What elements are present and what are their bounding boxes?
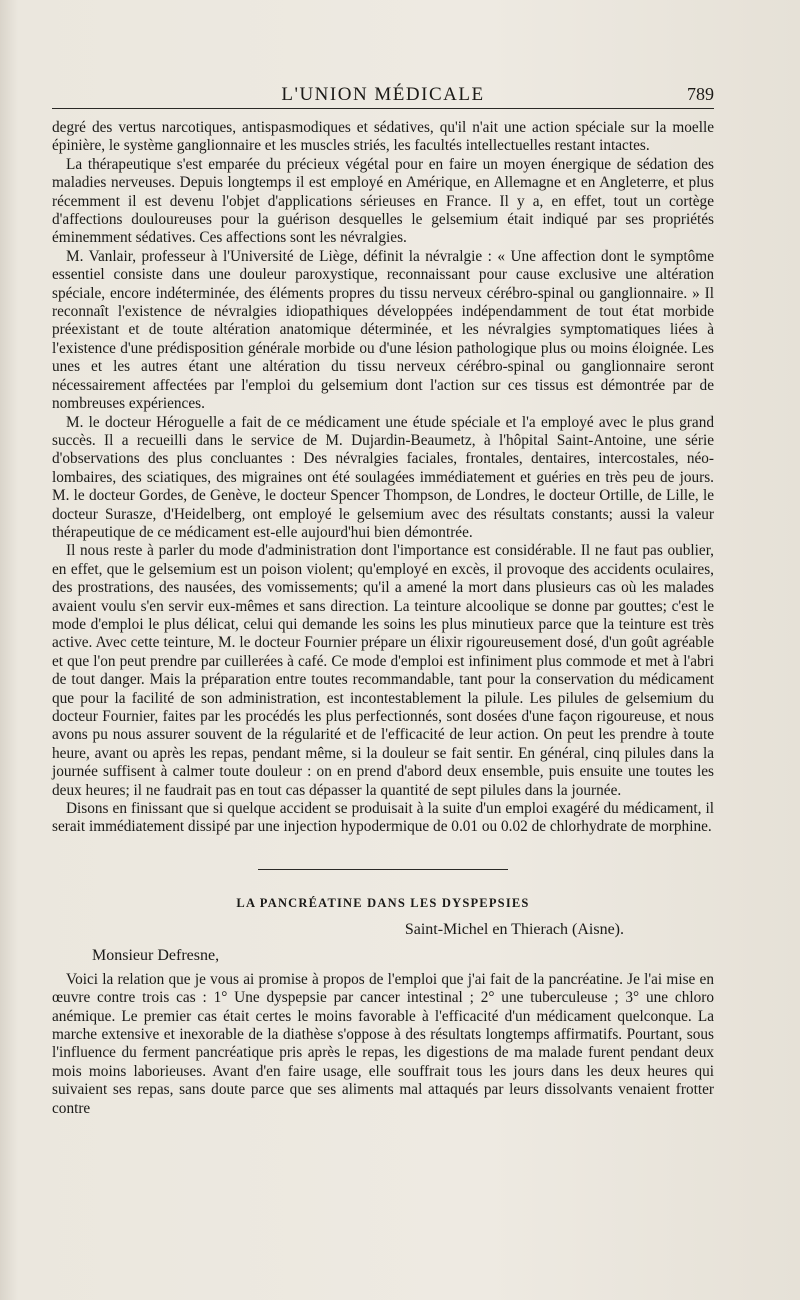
article-gelsemium xyxy=(52,119,714,837)
article-pancreatine xyxy=(52,971,714,1118)
section-divider xyxy=(258,869,508,870)
paragraph: La thérapeutique s'est emparée du précieux végétal pour en faire un moyen énergique de sédation des maladies nerveuses. Depuis longtemps il est employé en Amérique, en Allemagne et en Angleterre, et plus récemment il est devenu l'objet d'applications sérieuses en France. Il y a, en effet, tout un cortège d'affections douloureuses pour la guérison desquelles le gelsemium était indiqué par ses propriétés éminemment sédatives. Ces affections sont les névralgies. xyxy=(52,155,714,247)
paragraph: Voici la relation que je vous ai promise à propos de l'emploi que j'ai fait de la pancréatine. Je l'ai mise en œuvre contre trois cas : 1° Une dyspepsie par cancer intestinal ; 2° une tuberculeuse ; 3° une chloro anémique. Le premier cas était certes le moins favorable à l'efficacité d'un médicament quelconque. La marche extensive et inexorable de la diathèse s'oppose à des résultats longtemps affirmatifs. Pourtant, sous l'influence du ferment pancréatique pris après le repas, les digestions de ma malade furent pendant deux mois moins laborieuses. Avant d'en faire usage, elle souffrait tous les jours dans les deux heures qui suivaient ses repas, sans doute parce que ses aliments mal attaqués par leurs dissolvants venaient frotter contre xyxy=(52,970,714,1117)
paragraph: M. Vanlair, professeur à l'Université de Liège, définit la névralgie : « Une affection dont le symptôme essentiel consiste dans une douleur paroxystique, reconnaissant pour cause exclusive une altération spéciale, encore indéterminée, des éléments propres du tissu nerveux cérébro-spinal ou ganglionnaire. » Il reconnaît l'existence de névralgies idiopathiques développées indépendamment de tout état morbide préexistant et de toute altération anatomique déterminée, et les névralgies symptomatiques liées à l'existence d'une prédisposition générale morbide ou d'une lésion pathologique plus ou moins éloignée. Les unes et les autres étant une altération du tissu nerveux cérébro-spinal ou ganglionnaire seront nécessairement affectées par l'emploi du gelsemium dont l'action sur ces tissus est démontrée par de nombreuses expériences. xyxy=(52,247,714,413)
letter-salutation: Monsieur Defresne, xyxy=(92,946,220,964)
section-title: LA PANCRÉATINE DANS LES DYSPEPSIES xyxy=(236,895,530,910)
paragraph: M. le docteur Héroguelle a fait de ce médicament une étude spéciale et l'a employé avec le plus grand succès. Il a recueilli dans le service de M. Dujardin-Beaumetz, à l'hôpital Saint-Antoine, une série d'observations des plus concluantes : Des névralgies faciales, frontales, dentaires, intercostales, néo-lombaires, des sciatiques, des migraines ont été soulagées immédiatement et guéries en très peu de jours. M. le docteur Gordes, de Genève, le docteur Spencer Thompson, de Londres, le docteur Ortille, de Lille, le docteur Surasze, d'Heidelberg, ont employé le gelsemium avec des résultats constants; aussi la valeur thérapeutique de ce médicament est-elle aujourd'hui bien démontrée. xyxy=(52,413,714,541)
journal-title: L'UNION MÉDICALE xyxy=(281,84,485,105)
letter-place: Saint-Michel en Thierach (Aisne). xyxy=(404,920,624,938)
paragraph: Il nous reste à parler du mode d'administration dont l'importance est considérable. Il ne faut pas oublier, en effet, que le gelsemium est un poison violent; qu'employé en excès, il provoque des accidents oculaires, des prostrations, des nausées, des vomissements; qu'il a amené la mort dans plusieurs cas où les malades avaient voulu s'en servir eux-mêmes et sans direction. La teinture alcoolique se donne par gouttes; c'est le mode d'emploi le plus délicat, celui qui demande les soins les plus minutieux parce que la teinture est très active. Avec cette teinture, M. le docteur Fournier prépare un élixir rigoureusement dosé, d'un goût agréable et que l'on peut prendre par cuillerées à café. Ce mode d'emploi est infiniment plus commode et met à l'abri de tout danger. Mais la préparation entre toutes recommandable, tant pour la conservation du médicament que pour la facilité de son administration, est incontestablement la pilule. Les pilules de gelsemium du docteur Fournier, faites par les procédés les plus perfectionnés, sont dosées d'une façon rigoureuse, et nous avons pu nous assurer souvent de la régularité et de l'efficacité de leur action. On peut les prendre à toute heure, avant ou après les repas, pendant même, si la douleur se fait sentir. En général, cinq pilules dans la journée suffisent à calmer toute douleur : on en prend d'abord deux ensemble, puis ensuite une toutes les deux heures; il ne faudrait pas en tout cas dépasser la quantité de sept pilules dans la journée. xyxy=(52,542,714,799)
paragraph: degré des vertus narcotiques, antispasmodiques et sédatives, qu'il n'ait une action spéciale sur la moelle épinière, le système ganglionnaire et les muscles striés, les facultés intellectuelles restant intactes. xyxy=(52,119,714,155)
page-number: 789 xyxy=(687,84,714,104)
paragraph: Disons en finissant que si quelque accident se produisait à la suite d'un emploi exagéré du médicament, il serait immédiatement dissipé par une injection hypodermique de 0.01 ou 0.02 de chlorhydrate de morphine. xyxy=(52,800,714,836)
running-header xyxy=(52,78,714,109)
